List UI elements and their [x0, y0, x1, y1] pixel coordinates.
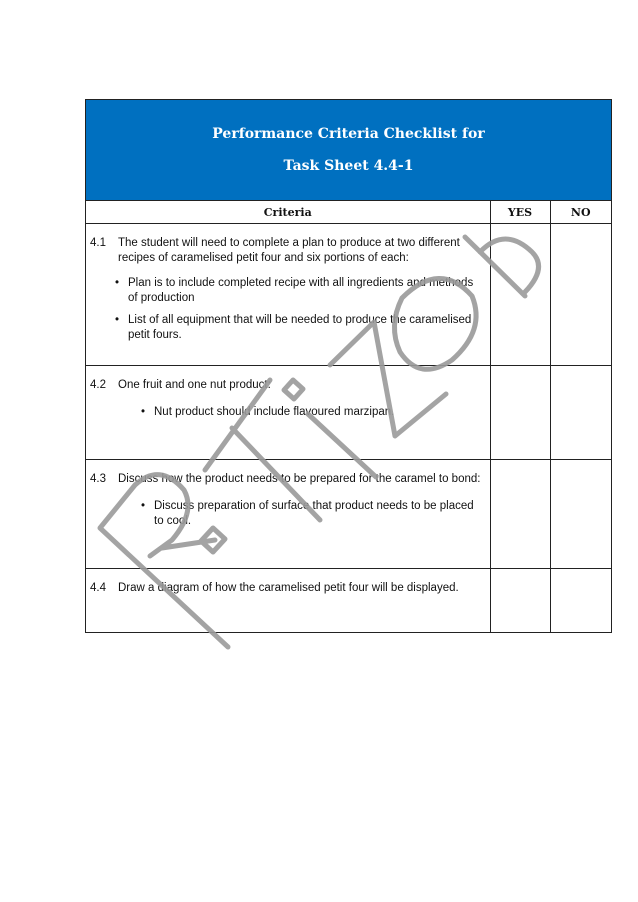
bullet-icon: •	[114, 314, 120, 326]
no-checkbox-cell[interactable]	[550, 366, 611, 460]
no-checkbox-cell[interactable]	[550, 224, 611, 366]
bullet-icon: •	[140, 406, 146, 418]
checklist-sheet	[85, 99, 612, 633]
table-row	[86, 366, 611, 460]
table-row	[86, 569, 611, 632]
criteria-bullet: Discuss preparation of surface that product needs to be placed to cool.	[154, 500, 474, 527]
table-row	[86, 224, 611, 366]
criteria-cell-4-2	[86, 366, 490, 460]
criteria-cell-4-1	[86, 224, 490, 366]
criteria-cell-4-3	[86, 460, 490, 569]
criteria-cell-4-4	[86, 569, 490, 632]
criteria-number: 4.3	[90, 473, 106, 485]
yes-checkbox-cell[interactable]	[490, 224, 550, 366]
yes-checkbox-cell[interactable]	[490, 569, 550, 632]
table-row	[86, 460, 611, 569]
header-title-line1: Performance Criteria Checklist for	[212, 126, 485, 142]
criteria-bullet: Nut product should include flavoured marzipan.	[154, 406, 395, 418]
criteria-number: 4.1	[90, 237, 106, 249]
yes-checkbox-cell[interactable]	[490, 460, 550, 569]
criteria-text: Discuss how the product needs to be prepared for the caramel to bond:	[118, 473, 481, 485]
column-header-criteria: Criteria	[86, 201, 490, 224]
header-title-line2: Task Sheet 4.4-1	[283, 158, 414, 174]
yes-checkbox-cell[interactable]	[490, 366, 550, 460]
criteria-text: One fruit and one nut product:	[118, 379, 271, 391]
criteria-bullet: Plan is to include completed recipe with all ingredients and methods of production	[128, 277, 474, 304]
bullet-icon: •	[140, 500, 146, 512]
no-checkbox-cell[interactable]	[550, 569, 611, 632]
criteria-number: 4.4	[90, 582, 106, 594]
column-header-yes: YES	[490, 201, 550, 224]
criteria-number: 4.2	[90, 379, 106, 391]
criteria-text: The student will need to complete a plan to produce at two different recipes of caramelised petit four and six portions of each:	[118, 237, 460, 264]
checklist-header	[86, 100, 611, 201]
no-checkbox-cell[interactable]	[550, 460, 611, 569]
column-header-no: NO	[550, 201, 611, 224]
table-header-row	[86, 201, 611, 224]
criteria-table	[86, 201, 611, 632]
bullet-icon: •	[114, 277, 120, 289]
criteria-text: Draw a diagram of how the caramelised petit four will be displayed.	[118, 582, 459, 594]
criteria-bullet: List of all equipment that will be needed to produce the caramelised petit fours.	[128, 314, 472, 341]
